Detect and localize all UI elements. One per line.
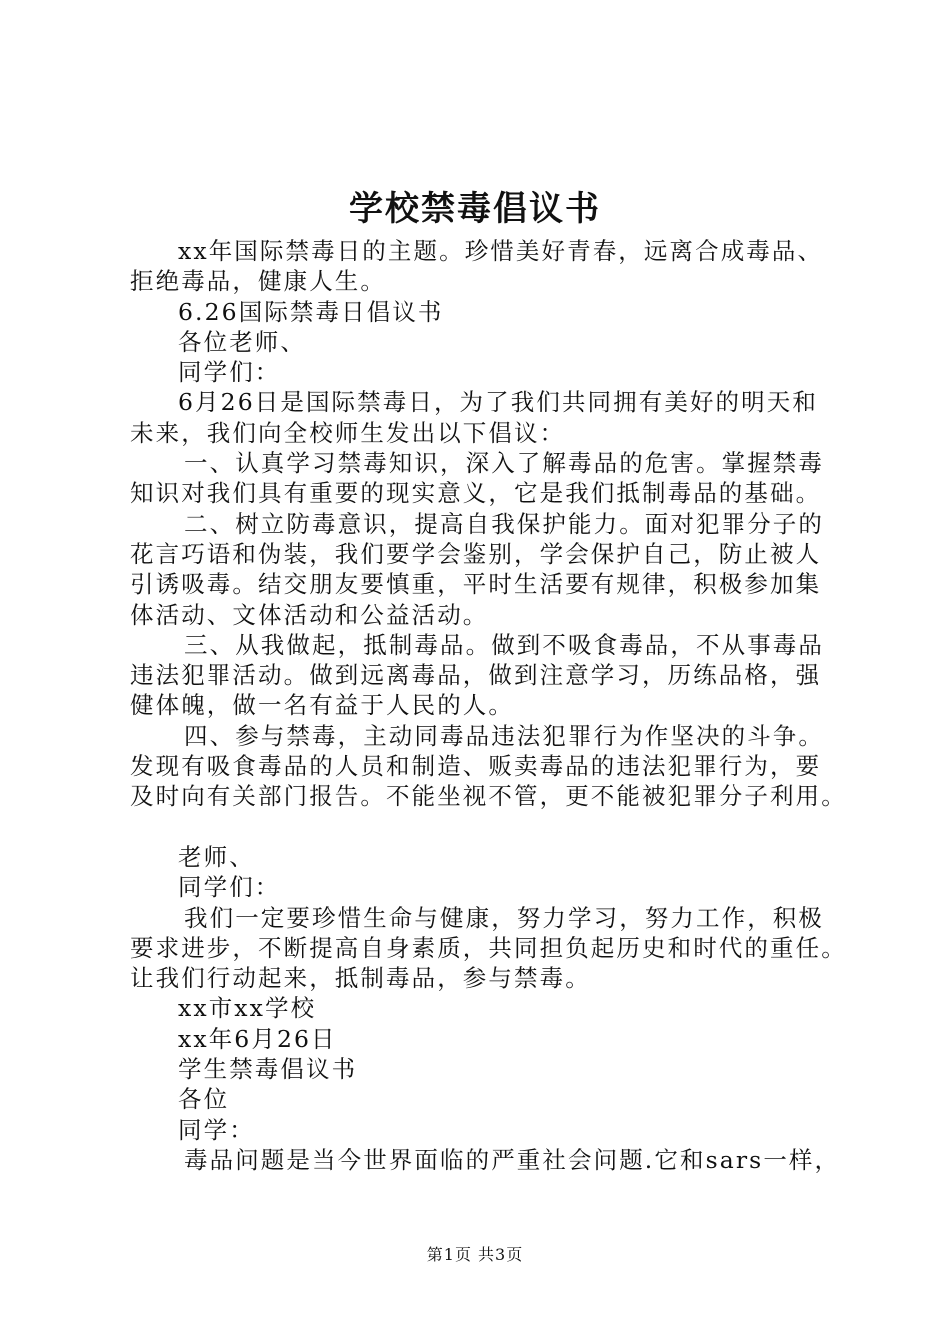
document-body [130, 236, 847, 1175]
text-line: 三、从我做起，抵制毒品。做到不吸食毒品，不从事毒品 [184, 630, 824, 659]
text-line: 同学： [178, 1115, 255, 1144]
text-line: 毒品问题是当今世界面临的严重社会问题.它和sars一样， [184, 1145, 841, 1174]
text-line: 同学们： [178, 873, 281, 902]
blank-line [130, 812, 835, 842]
text-line: xx年国际禁毒日的主题。珍惜美好青春，远离合成毒品、 [178, 237, 824, 265]
text-line: 知识对我们具有重要的现实意义，它是我们抵制毒品的基础。 [130, 479, 822, 508]
text-line: 花言巧语和伪装，我们要学会鉴别，学会保护自己，防止被人 [130, 539, 822, 568]
text-line: xx市xx学校 [178, 994, 317, 1023]
text-line: 健体魄，做一名有益于人民的人。 [130, 691, 514, 720]
text-line: 四、参与禁毒，主动同毒品违法犯罪行为作坚决的斗争。 [184, 721, 824, 750]
text-line: 6月26日是国际禁毒日，为了我们共同拥有美好的明天和 [178, 388, 818, 417]
text-line: 发现有吸食毒品的人员和制造、贩卖毒品的违法犯罪行为，要 [130, 752, 822, 781]
text-line: 6.26国际禁毒日倡议书 [178, 297, 444, 326]
page-footer: 第1页 共3页 [426, 1245, 524, 1264]
text-line: xx年6月26日 [178, 1024, 337, 1053]
text-line: 各位老师、 [178, 327, 306, 356]
text-line: 违法犯罪活动。做到远离毒品，做到注意学习，历练品格，强 [130, 661, 822, 690]
text-line: 老师、 [178, 842, 255, 871]
text-line: 引诱吸毒。结交朋友要慎重，平时生活要有规律，积极参加集 [130, 570, 822, 599]
text-line: 拒绝毒品，健康人生。 [130, 267, 386, 296]
text-line: 体活动、文体活动和公益活动。 [130, 600, 489, 629]
text-line: 同学们： [178, 358, 281, 387]
text-line: 让我们行动起来，抵制毒品，参与禁毒。 [130, 964, 591, 993]
text-line: 一、认真学习禁毒知识，深入了解毒品的危害。掌握禁毒 [184, 449, 824, 478]
text-line: 及时向有关部门报告。不能坐视不管，更不能被犯罪分子利用。 [130, 782, 847, 811]
text-line: 未来，我们向全校师生发出以下倡议： [130, 418, 566, 447]
text-line: 各位 [178, 1085, 230, 1114]
text-line: 我们一定要珍惜生命与健康，努力学习，努力工作，积极 [184, 903, 824, 932]
text-line: 学生禁毒倡议书 [178, 1055, 358, 1084]
text-line: 要求进步，不断提高自身素质，共同担负起历史和时代的重任。 [130, 933, 847, 962]
text-line: 二、树立防毒意识，提高自我保护能力。面对犯罪分子的 [184, 509, 824, 538]
document-title: 学校禁毒倡议书 [349, 189, 601, 229]
